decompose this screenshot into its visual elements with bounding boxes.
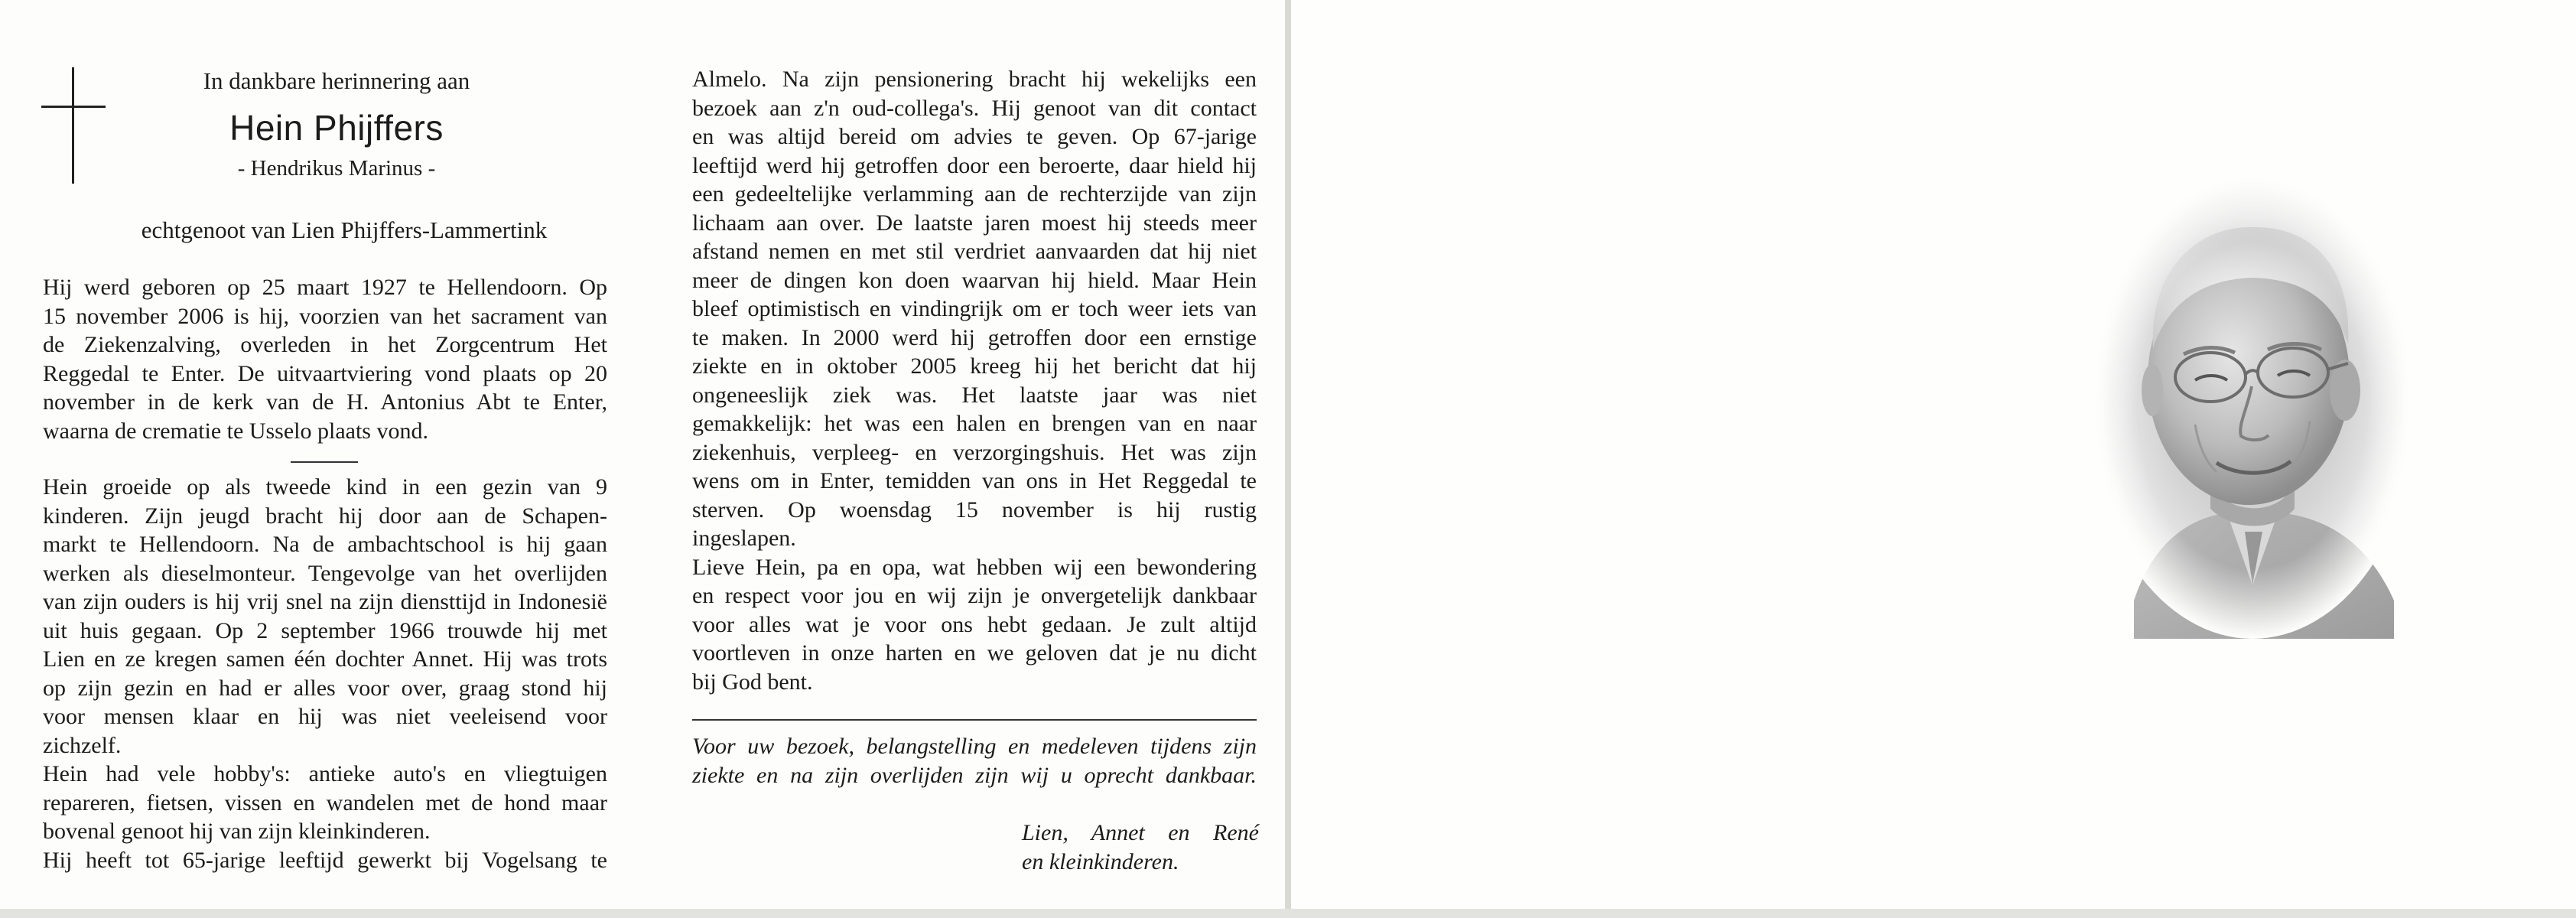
biography-paragraph-1 (43, 273, 607, 445)
text-line: op zijn gezin en had er alles voor over, graag stond hij (43, 675, 607, 701)
text-line: voor mensen klaar en hij was niet veeleisend voor (43, 704, 607, 729)
text-line: de Ziekenzalving, overleden in het Zorgcentrum Het (43, 332, 607, 357)
text-line: en was altijd bereid om advies te geven. Op 67-jarige (692, 124, 1257, 149)
biography-column-2 (692, 65, 1257, 696)
biography-paragraph-2 (43, 473, 607, 874)
text-line: afstand nemen en met stil verdriet aanvaarden dat hij niet (692, 239, 1257, 264)
text-line: bovenal genoot hij van zijn kleinkinderen. (43, 819, 431, 844)
text-line: Lien, Annet en René (1022, 820, 1259, 845)
text-line: kinderen. Zijn jeugd bracht hij door aan de Schapen- (43, 503, 607, 529)
family-signature (1022, 819, 1259, 876)
text-line: uit huis gegaan. Op 2 september 1966 trouwde hij met (43, 617, 607, 643)
text-line: te maken. In 2000 werd hij getroffen door een ernstige (692, 324, 1257, 350)
text-line: Lieve Hein, pa en opa, wat hebben wij een bewondering (692, 554, 1257, 580)
text-line: sterven. Op woensdag 15 november is hij rustig (692, 496, 1257, 522)
text-line: Hein groeide op als tweede kind in een gezin van 9 (43, 474, 607, 500)
text-line: waarna de crematie te Usselo plaats vond. (43, 418, 428, 444)
text-line: Hij werd geboren op 25 maart 1927 te Hellendoorn. Op (43, 275, 607, 300)
left-card-page (0, 0, 1285, 909)
text-line: leeftijd werd hij getroffen door een beroerte, daar hield hij (692, 152, 1257, 178)
text-line: gemakkelijk: het was een halen en brengen van en naar (692, 411, 1257, 436)
text-line: Hij heeft tot 65-jarige leeftijd gewerkt bij Vogelsang te (43, 847, 607, 873)
text-line: en kleinkinderen. (1022, 848, 1179, 874)
thanks-divider (692, 719, 1257, 721)
full-given-names: - Hendrikus Marinus - (237, 156, 436, 181)
text-line: voor alles wat je voor ons hebt gedaan. Je zult altijd (692, 611, 1257, 637)
scan-bottom-edge (0, 909, 2576, 918)
text-line: voortleven in onze harten en we geloven dat je nu dicht (692, 640, 1257, 666)
text-line: november in de kerk van de H. Antonius Abt te Enter, (43, 389, 607, 415)
text-line: van zijn ouders is hij vrij snel na zijn diensttijd in Indonesië (43, 589, 607, 614)
text-line: werken als dieselmonteur. Tengevolge van het overlijden (43, 560, 607, 586)
text-line: bezoek aan z'n oud-collega's. Hij genoot van dit contact (692, 95, 1257, 121)
text-line: Voor uw bezoek, belangstelling en medeleven tijdens zijn (692, 734, 1257, 759)
text-line: zichzelf. (43, 732, 122, 758)
text-line: ziekte en na zijn overlijden zijn wij u oprecht dankbaar. (692, 762, 1257, 788)
text-line: wens om in Enter, temidden van ons in Het Reggedal te (692, 468, 1257, 493)
text-line: 15 november 2006 is hij, voorzien van het sacrament van (43, 303, 607, 329)
text-line: bij God bent. (692, 669, 813, 695)
portrait-photo (2088, 172, 2417, 639)
text-line: Reggedal te Enter. De uitvaartviering vond plaats op 20 (43, 360, 607, 386)
text-line: Almelo. Na zijn pensionering bracht hij wekelijks een (692, 67, 1257, 92)
deceased-name: Hein Phijffers (229, 108, 444, 148)
intro-line: In dankbare herinnering aan (203, 67, 470, 94)
cross-icon (41, 67, 106, 184)
text-line: lichaam aan over. De laatste jaren moest hij steeds meer (692, 210, 1257, 236)
text-line: ongeneeslijk ziek was. Het laatste jaar was niet (692, 382, 1257, 408)
text-line: ziekte en in oktober 2005 kreeg hij het bericht dat hij (692, 353, 1257, 379)
text-line: Hein had vele hobby's: antieke auto's en vliegtuigen (43, 761, 607, 786)
spouse-line: echtgenoot van Lien Phijffers-Lammertink (141, 216, 548, 243)
card-fold (1285, 0, 1291, 918)
text-line: een gedeeltelijke verlamming aan de rechterzijde van zijn (692, 181, 1257, 207)
text-line: bleef optimistisch en vindingrijk om er toch weer iets van (692, 296, 1257, 321)
thanks-note (692, 732, 1257, 789)
text-line: markt te Hellendoorn. Na de ambachtschool is hij gaan (43, 532, 607, 557)
text-line: meer de dingen kon doen waarvan hij hield. Maar Hein (692, 267, 1257, 293)
text-line: en respect voor jou en wij zijn je onvergetelijk dankbaar (692, 583, 1257, 608)
text-line: ingeslapen. (692, 526, 796, 551)
section-divider (291, 461, 358, 463)
text-line: repareren, fietsen, vissen en wandelen met de hond maar (43, 789, 607, 815)
text-line: ziekenhuis, verpleeg- en verzorgingshuis. Het was zijn (692, 439, 1257, 465)
text-line: Lien en ze kregen samen één dochter Annet. Hij was trots (43, 646, 607, 672)
